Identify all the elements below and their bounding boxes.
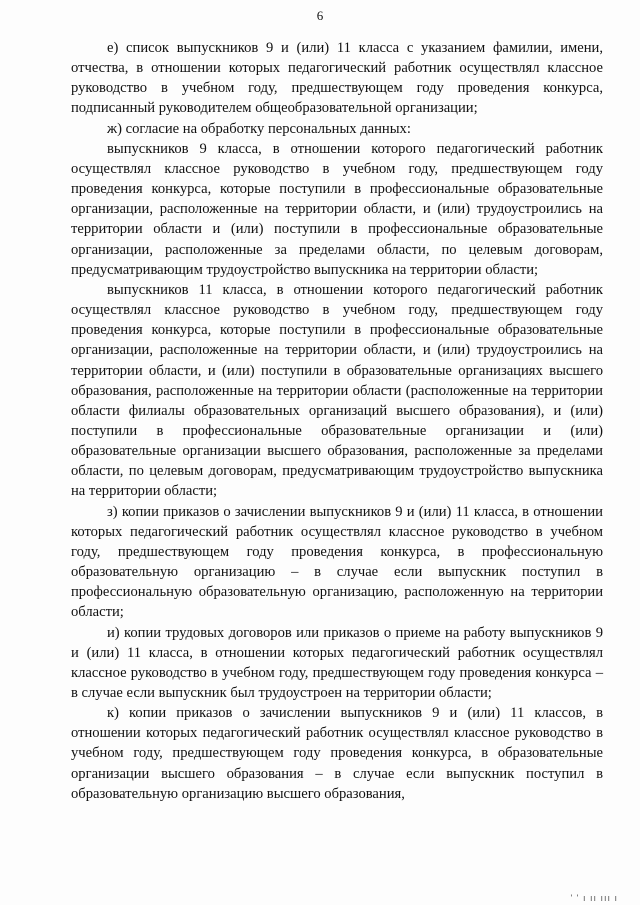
paragraph-grade9-graduates: выпускников 9 класса, в отношении которого педагогический работник осуществлял классное руководство в учебном году, предшествующем году проведения конкурса, которые поступили в профессиональные образовательные организации, расположенные на территории области, и (или) трудоустроились на территории области и (или) поступили в профессиональные образовательные организации, расположенные за пределами области, по целевым договорам, предусматривающим трудоустройство выпускника на территории области; bbox=[71, 140, 603, 278]
paragraph-zh-consent: ж) согласие на обработку персональных данных: bbox=[107, 120, 411, 137]
page-number: 6 bbox=[316, 8, 324, 23]
scan-marks: ' ' ı ıı ııı ı bbox=[570, 893, 618, 903]
paragraph-z-enrollment-orders: з) копии приказов о зачислении выпускников 9 и (или) 11 класса, в отношении которых педагогический работник осуществлял классное руководство в учебном году, предшествующем году проведения конкурса, в профессиональную образовательную организацию – в случае если выпускник поступил в профессиональную образовательную организацию, расположенную на территории области; bbox=[71, 503, 603, 621]
paragraph-i-employment-contracts: и) копии трудовых договоров или приказов о приеме на работу выпускников 9 и (или) 11 класса, в отношении которых педагогический работник осуществлял классное руководство в учебном году, предшествующем году проведения конкурса – в случае если выпускник был трудоустроен на территории области; bbox=[71, 624, 603, 701]
paragraph-k-university-enrollment: к) копии приказов о зачислении выпускников 9 и (или) 11 классов, в отношении которых педагогический работник осуществлял классное руководство в учебном году, предшествующем году проведения конкурса, в образовательные организации высшего образования – в случае если выпускник поступил в образовательную организацию высшего образования, bbox=[71, 705, 603, 802]
paragraph-grade11-graduates: выпускников 11 класса, в отношении которого педагогический работник осуществлял классное руководство в учебном году, предшествующем году проведения конкурса, которые поступили в профессиональные образовательные организации, расположенные на территории области, и (или) трудоустроились на территории области, и (или) поступили в образовательные организациях высшего образования, расположенные на территории области (расположенные на территории области филиалы образовательных организаций высшего образования), и (или) поступили в профессиональные образовательные организации и (или) образовательные организации высшего образования, расположенные за пределами области, по целевым договорам, предусматривающим трудоустройство выпускника на территории области; bbox=[71, 281, 603, 500]
document-body bbox=[71, 38, 603, 804]
paragraph-e-graduate-list: е) список выпускников 9 и (или) 11 класса с указанием фамилии, имени, отчества, в отношении которых педагогический работник осуществлял классное руководство в учебном году, предшествующем году проведения конкурса, подписанный руководителем общеобразовательной организации; bbox=[71, 40, 603, 117]
